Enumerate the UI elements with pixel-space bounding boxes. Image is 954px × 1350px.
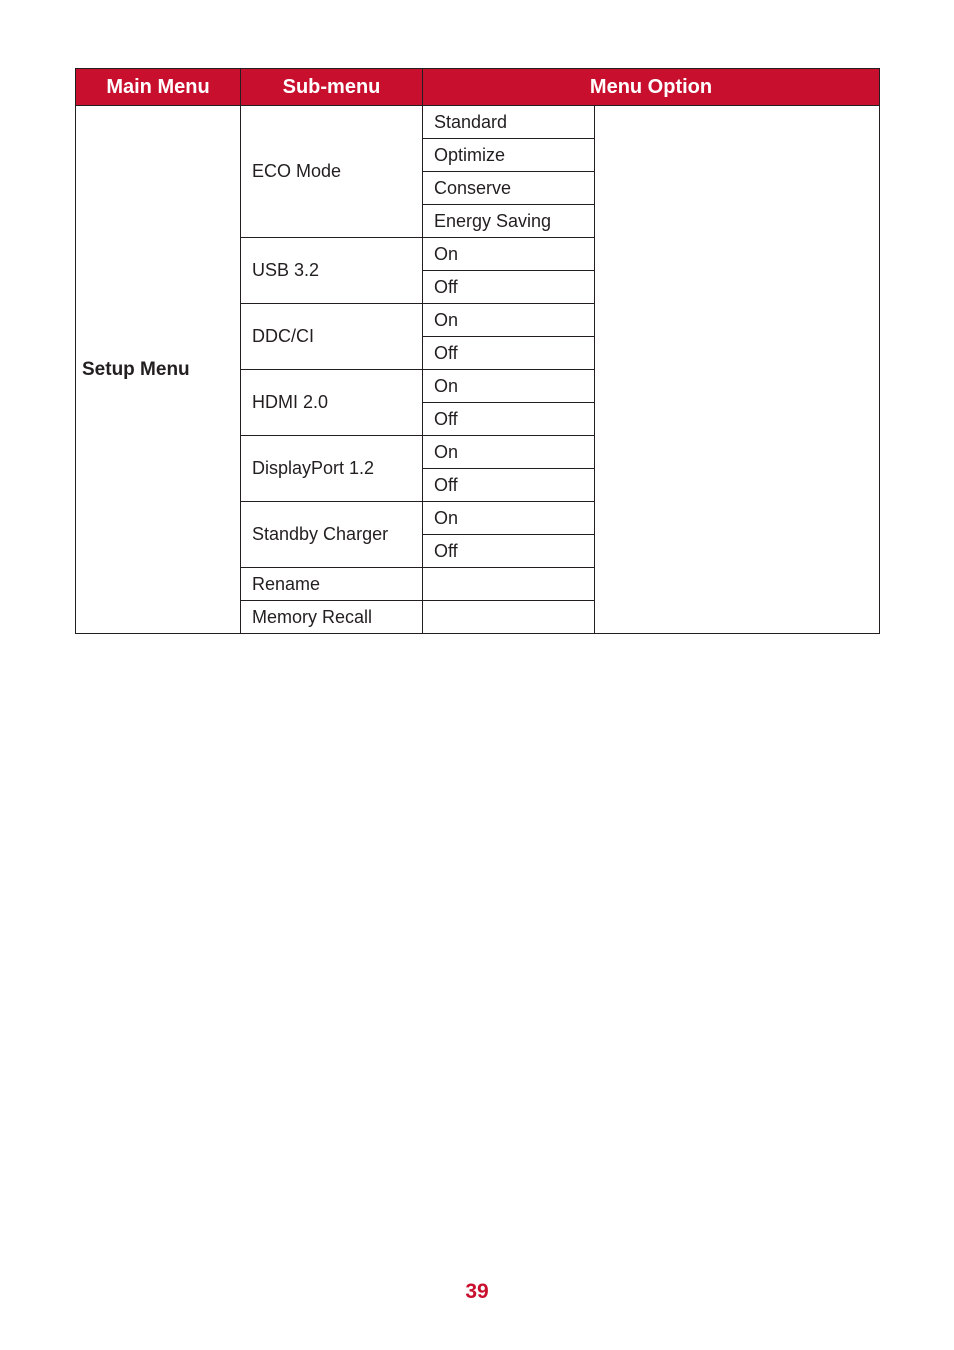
option-on: On <box>423 436 595 469</box>
option-off: Off <box>423 337 595 370</box>
sub-menu-displayport: DisplayPort 1.2 <box>241 436 423 502</box>
option-on: On <box>423 238 595 271</box>
option-off: Off <box>423 403 595 436</box>
empty-option-cell <box>423 568 595 601</box>
sub-menu-header: Sub-menu <box>241 69 423 106</box>
option-on: On <box>423 370 595 403</box>
sub-menu-hdmi: HDMI 2.0 <box>241 370 423 436</box>
menu-option-header: Menu Option <box>423 69 880 106</box>
sub-menu-usb: USB 3.2 <box>241 238 423 304</box>
sub-menu-eco-mode: ECO Mode <box>241 106 423 238</box>
sub-menu-memory-recall: Memory Recall <box>241 601 423 634</box>
option-off: Off <box>423 535 595 568</box>
option-optimize: Optimize <box>423 139 595 172</box>
table-header-row <box>76 69 880 106</box>
option-off: Off <box>423 469 595 502</box>
empty-option-cell <box>423 601 595 634</box>
option-standard: Standard <box>423 106 595 139</box>
option-conserve: Conserve <box>423 172 595 205</box>
option-energy-saving: Energy Saving <box>423 205 595 238</box>
option-on: On <box>423 304 595 337</box>
sub-menu-standby-charger: Standby Charger <box>241 502 423 568</box>
page-number: 39 <box>465 1280 489 1303</box>
option-off: Off <box>423 271 595 304</box>
blank-description-cell <box>595 106 880 634</box>
sub-menu-ddc-ci: DDC/CI <box>241 304 423 370</box>
menu-table <box>75 68 880 634</box>
table-row <box>76 106 880 139</box>
main-menu-header: Main Menu <box>76 69 241 106</box>
main-menu-setup-menu: Setup Menu <box>76 106 241 634</box>
option-on: On <box>423 502 595 535</box>
sub-menu-rename: Rename <box>241 568 423 601</box>
